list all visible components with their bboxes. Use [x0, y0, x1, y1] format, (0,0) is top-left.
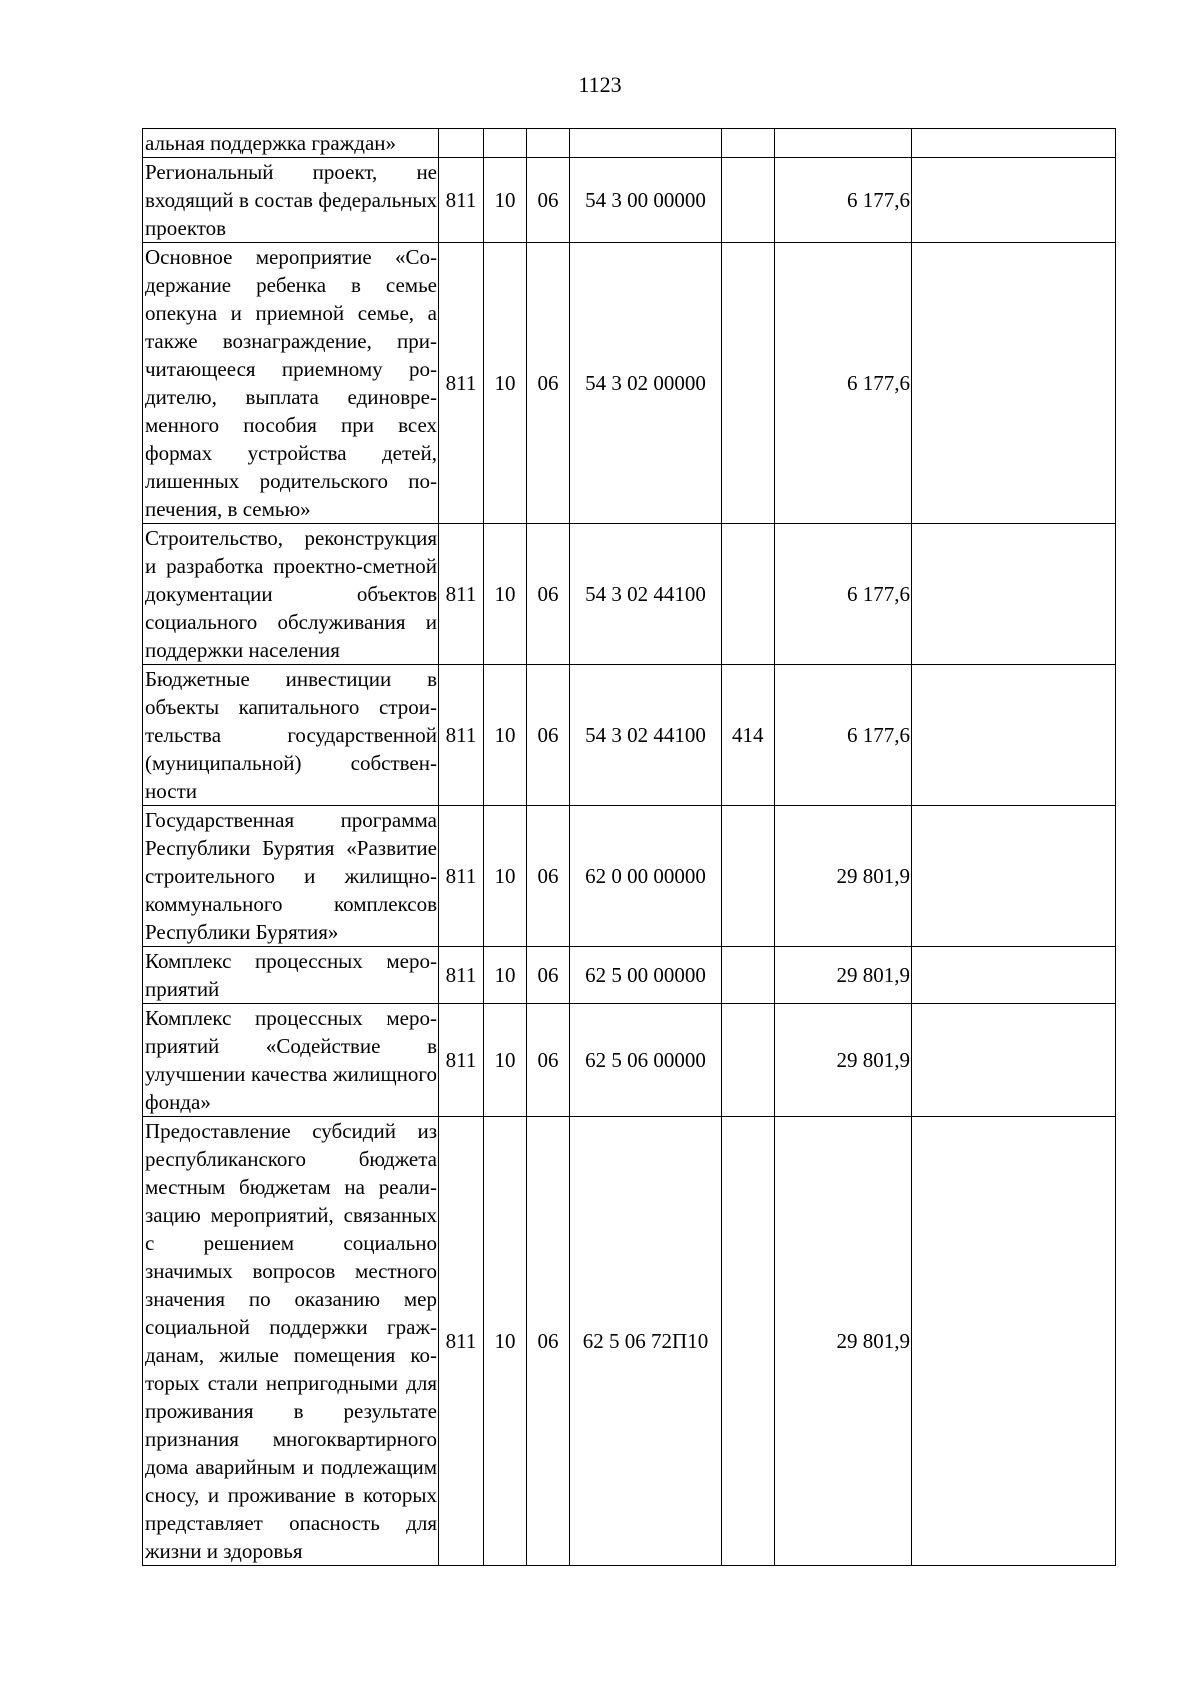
- amount: 6 177,6: [775, 665, 912, 806]
- ministry-code: 811: [439, 243, 484, 524]
- row-name: Комплекс процессных мероприятий: [143, 947, 439, 1004]
- section-code: 10: [484, 665, 527, 806]
- extra-cell: [912, 129, 1116, 158]
- table-row: [143, 1117, 1116, 1566]
- expense-type-code: 414: [722, 665, 775, 806]
- table-row: [143, 524, 1116, 665]
- target-item-code: 54 3 00 00000: [570, 158, 722, 243]
- table-row: [143, 158, 1116, 243]
- row-name: Государственная программа Республики Бурятия «Развитие строительного и жилищно-коммунального комплексов Республики Бурятия»: [143, 806, 439, 947]
- extra-cell: [912, 1117, 1116, 1566]
- target-item-code: 54 3 02 44100: [570, 665, 722, 806]
- amount: 29 801,9: [775, 806, 912, 947]
- extra-cell: [912, 1004, 1116, 1117]
- section-code: 10: [484, 806, 527, 947]
- row-name: Основное мероприятие «Содержание ребенка в семье опекуна и приемной семье, а также вознаграждение, причитающееся приемному родителю, выплата единовременного пособия при всех формах устройства детей, лишенных родительского попечения, в семью»: [143, 243, 439, 524]
- ministry-code: [439, 129, 484, 158]
- ministry-code: 811: [439, 158, 484, 243]
- extra-cell: [912, 806, 1116, 947]
- expense-type-code: [722, 129, 775, 158]
- section-code: 10: [484, 1004, 527, 1117]
- expense-type-code: [722, 806, 775, 947]
- ministry-code: 811: [439, 1117, 484, 1566]
- amount: 6 177,6: [775, 158, 912, 243]
- section-code: 10: [484, 158, 527, 243]
- subsection-code: [527, 129, 570, 158]
- expense-type-code: [722, 158, 775, 243]
- expense-type-code: [722, 524, 775, 665]
- target-item-code: 62 5 06 00000: [570, 1004, 722, 1117]
- row-name: Комплекс процессных мероприятий «Содействие в улучшении качества жилищного фонда»: [143, 1004, 439, 1117]
- target-item-code: 62 5 00 00000: [570, 947, 722, 1004]
- section-code: 10: [484, 1117, 527, 1566]
- subsection-code: 06: [527, 806, 570, 947]
- table-row: [143, 947, 1116, 1004]
- ministry-code: 811: [439, 1004, 484, 1117]
- section-code: 10: [484, 947, 527, 1004]
- row-name: Строительство, реконструкция и разработка проектно-сметной документации объектов социального обслуживания и поддержки населения: [143, 524, 439, 665]
- amount: 29 801,9: [775, 1004, 912, 1117]
- extra-cell: [912, 524, 1116, 665]
- extra-cell: [912, 158, 1116, 243]
- row-name: Бюджетные инвестиции в объекты капитального строительства государственной (муниципальной) собственности: [143, 665, 439, 806]
- page-number: 1123: [578, 72, 622, 97]
- expense-type-code: [722, 243, 775, 524]
- subsection-code: 06: [527, 1004, 570, 1117]
- target-item-code: 54 3 02 00000: [570, 243, 722, 524]
- expense-type-code: [722, 1004, 775, 1117]
- subsection-code: 06: [527, 158, 570, 243]
- subsection-code: 06: [527, 665, 570, 806]
- amount: [775, 129, 912, 158]
- ministry-code: 811: [439, 524, 484, 665]
- amount: 6 177,6: [775, 243, 912, 524]
- amount: 29 801,9: [775, 1117, 912, 1566]
- extra-cell: [912, 665, 1116, 806]
- row-name: Предоставление субсидий из республиканского бюджета местным бюджетам на реализацию мероприятий, связанных с решением социально значимых вопросов местного значения по оказанию мер социальной поддержки гражданам, жилые помещения которых стали непригодными для проживания в результате признания многоквартирного дома аварийным и подлежащим сносу, и проживание в которых представляет опасность для жизни и здоровья: [143, 1117, 439, 1566]
- target-item-code: 62 0 00 00000: [570, 806, 722, 947]
- row-name: Региональный проект, не входящий в состав федеральных проектов: [143, 158, 439, 243]
- ministry-code: 811: [439, 665, 484, 806]
- row-name: альная поддержка граждан»: [143, 129, 439, 158]
- expense-type-code: [722, 947, 775, 1004]
- table-row: [143, 243, 1116, 524]
- table-row: [143, 129, 1116, 158]
- target-item-code: [570, 129, 722, 158]
- subsection-code: 06: [527, 1117, 570, 1566]
- expense-type-code: [722, 1117, 775, 1566]
- ministry-code: 811: [439, 806, 484, 947]
- table-row: [143, 1004, 1116, 1117]
- budget-table: [142, 128, 1116, 1566]
- subsection-code: 06: [527, 524, 570, 665]
- table-row: [143, 665, 1116, 806]
- section-code: 10: [484, 243, 527, 524]
- amount: 6 177,6: [775, 524, 912, 665]
- subsection-code: 06: [527, 243, 570, 524]
- table-row: [143, 806, 1116, 947]
- extra-cell: [912, 947, 1116, 1004]
- ministry-code: 811: [439, 947, 484, 1004]
- subsection-code: 06: [527, 947, 570, 1004]
- target-item-code: 62 5 06 72П10: [570, 1117, 722, 1566]
- section-code: [484, 129, 527, 158]
- target-item-code: 54 3 02 44100: [570, 524, 722, 665]
- amount: 29 801,9: [775, 947, 912, 1004]
- extra-cell: [912, 243, 1116, 524]
- section-code: 10: [484, 524, 527, 665]
